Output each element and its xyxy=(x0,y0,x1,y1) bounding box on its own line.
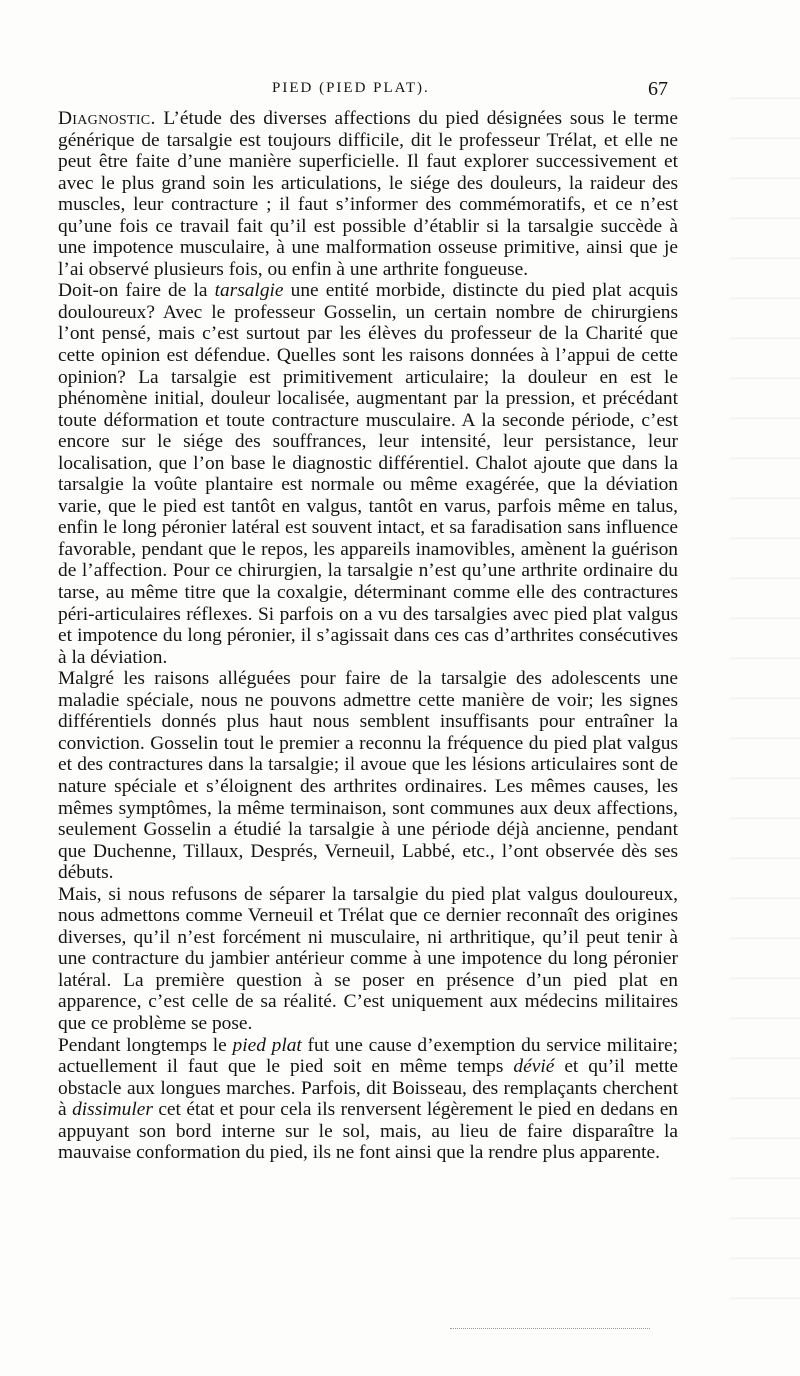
bottom-dotted-rule xyxy=(450,1328,650,1330)
paragraph-diagnostic xyxy=(58,108,678,280)
paragraph-text: fut une cause d’exemption du service militaire; actuellement il faut que le pied soit en même temps xyxy=(58,1034,678,1078)
paragraph-tarsalgie-entite xyxy=(58,280,678,668)
paragraph-text: une entité morbide, distincte du pied plat acquis douloureux? Avec le professeur Gosselin, un certain nombre de chirurgiens l’ont pensé, mais c’est surtout par les élèves du professeur de la Charité que cette opinion est défendue. Quelles sont les raisons données à l’appui de cette opinion? La tarsalgie est primitivement articulaire; la douleur en est le phénomène initial, douleur localisée, augmentant par la pression, et précédant toute déformation et toute contracture musculaire. A la seconde période, c’est encore sur le siége des souffrances, leur intensité, leur persistance, leur localisation, que l’on base le diagnostic différentiel. Chalot ajoute que dans la tarsalgie la voûte plantaire est normale ou même exagérée, que la déviation varie, que le pied est tantôt en valgus, tantôt en varus, parfois même en talus, enfin le long péronier latéral est souvent intact, et sa faradisation sans influence favorable, pendant que le repos, les appareils inamovibles, amènent la guérison de l’affection. Pour ce chirurgien, la tarsalgie n’est qu’une arthrite ordinaire du tarse, au même titre que la coxalgie, déterminant comme elle des contractures péri-articulaires réflexes. Si parfois on a vu des tarsalgies avec pied plat valgus et impotence du long péronier, il s’agissait dans ces cas d’arthrites consécutives à la déviation. xyxy=(58,280,678,668)
emphasis-term: dissimuler xyxy=(72,1099,153,1121)
paragraph-service-militaire xyxy=(58,1035,678,1164)
paragraph-text: cet état et pour cela ils renversent légèrement le pied en dedans en appuyant son bord interne sur le sol, mais, au lieu de faire disparaître la mauvaise conformation du pied, ils ne font ainsi que la rendre plus apparente. xyxy=(58,1099,678,1164)
paragraph-text: et qu’il mette obstacle aux longues marches. Parfois, dit Boisseau, des remplaçants cherchent à xyxy=(58,1056,679,1121)
page-number: 67 xyxy=(648,78,668,100)
emphasis-term: dévié xyxy=(513,1056,555,1078)
paragraph-text: Doit-on faire de la xyxy=(58,280,215,302)
paragraph-raisons-alleguees xyxy=(58,668,678,883)
paragraph-text: L’étude des diverses affections du pied désignées sous le terme générique de tarsalgie est toujours difficile, dit le professeur Trélat, et elle ne peut être faite d’une manière superficielle. Il faut explorer successivement et avec le plus grand soin les articulations, le siége des douleurs, la raideur des muscles, leur contracture ; il faut s’informer des commémoratifs, et ce n’est qu’une fois ce travail fait qu’il est possible d’établir si la tarsalgie succède à une impotence musculaire, à une malformation osseuse primitive, ainsi que je l’ai observé plusieurs fois, ou enfin à une arthrite fongueuse. xyxy=(58,108,678,280)
paragraph-origines-diverses xyxy=(58,884,678,1035)
body-text xyxy=(58,108,678,1164)
paragraph-text: Malgré les raisons alléguées pour faire de la tarsalgie des adolescents une maladie spéciale, nous ne pouvons admettre cette manière de voir; les signes différentiels donnés plus haut nous semblent insuffisants pour entraîner la conviction. Gosselin tout le premier a reconnu la fréquence du pied plat valgus et des contractures dans la tarsalgie; il avoue que les lésions articulaires sont de nature spéciale et s’éloignent des arthrites ordinaires. Les mêmes causes, les mêmes symptômes, la même terminaison, sont communes aux deux affections, seulement Gosselin a étudié la tarsalgie à une période déjà ancienne, pendant que Duchenne, Tillaux, Després, Verneuil, Labbé, etc., l’ont observée dès ses débuts. xyxy=(58,668,678,884)
emphasis-term: pied plat xyxy=(232,1034,302,1056)
paragraph-text: Mais, si nous refusons de séparer la tarsalgie du pied plat valgus douloureux, nous admettons comme Verneuil et Trélat que ce dernier reconnaît des origines diverses, qu’il n’est forcément ni musculaire, ni arthritique, qu’il peut tenir à une contracture du jambier antérieur comme à une impotence du long péronier latéral. La première question à se poser en présence d’un pied plat en apparence, c’est celle de sa réalité. C’est uniquement aux médecins militaires que ce problème se pose. xyxy=(58,883,678,1034)
running-title: PIED (PIED PLAT). xyxy=(272,80,430,96)
section-lead: Diagnostic. xyxy=(58,108,156,129)
paragraph-text: Pendant longtemps le xyxy=(58,1034,233,1056)
scan-edge-artifacts xyxy=(730,60,800,1300)
emphasis-term: tarsalgie xyxy=(214,280,284,302)
